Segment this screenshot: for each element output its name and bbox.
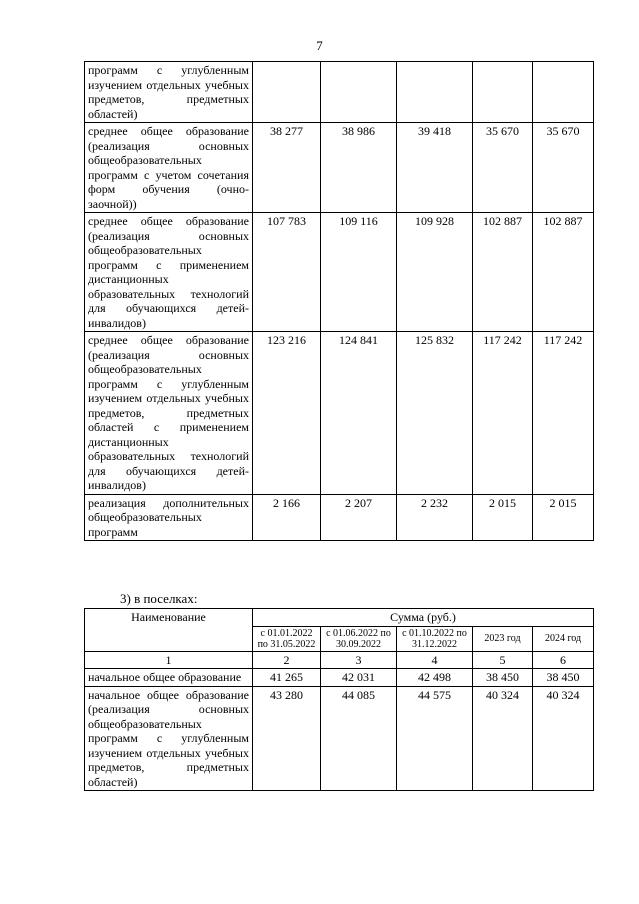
value-cell: 117 242 bbox=[473, 332, 533, 495]
value-cell: 38 450 bbox=[473, 669, 533, 687]
table-row bbox=[85, 494, 594, 541]
table-row bbox=[85, 213, 594, 332]
row-name: программ с углубленным изучением отдельных учебных предметов, предметных областей) bbox=[85, 62, 253, 123]
value-cell bbox=[473, 62, 533, 123]
period-header: с 01.06.2022 по 30.09.2022 bbox=[321, 626, 397, 651]
table-row bbox=[85, 332, 594, 495]
value-cell: 41 265 bbox=[253, 669, 321, 687]
value-cell: 117 242 bbox=[533, 332, 594, 495]
value-cell: 109 116 bbox=[321, 213, 397, 332]
tariff-table-settlements bbox=[84, 608, 594, 791]
table-row bbox=[85, 62, 594, 123]
period-header: 2024 год bbox=[533, 626, 594, 651]
table-row bbox=[85, 669, 594, 687]
value-cell: 124 841 bbox=[321, 332, 397, 495]
column-number: 2 bbox=[253, 651, 321, 669]
value-cell bbox=[253, 62, 321, 123]
column-number: 6 bbox=[533, 651, 594, 669]
column-number: 3 bbox=[321, 651, 397, 669]
value-cell: 35 670 bbox=[533, 123, 594, 213]
value-cell: 35 670 bbox=[473, 123, 533, 213]
value-cell: 125 832 bbox=[397, 332, 473, 495]
header-row bbox=[85, 609, 594, 627]
section-heading-settlements: 3) в поселках: bbox=[120, 591, 198, 606]
value-cell bbox=[321, 62, 397, 123]
value-cell: 42 498 bbox=[397, 669, 473, 687]
table-row bbox=[85, 123, 594, 213]
value-cell: 44 575 bbox=[397, 686, 473, 791]
value-cell: 40 324 bbox=[473, 686, 533, 791]
value-cell: 102 887 bbox=[533, 213, 594, 332]
tariff-table-continued bbox=[84, 61, 594, 541]
value-cell: 2 015 bbox=[533, 494, 594, 541]
value-cell: 107 783 bbox=[253, 213, 321, 332]
column-number-row bbox=[85, 651, 594, 669]
row-name: среднее общее образование (реализация основных общеобразовательных программ с углубленным изучением отдельных учебных предметов, предметных областей с применением дистанционных образовательных технологий для обучающихся детей-инвалидов) bbox=[85, 332, 253, 495]
value-cell: 40 324 bbox=[533, 686, 594, 791]
header-sum: Сумма (руб.) bbox=[253, 609, 594, 627]
value-cell: 2 015 bbox=[473, 494, 533, 541]
period-header: с 01.10.2022 по 31.12.2022 bbox=[397, 626, 473, 651]
value-cell: 2 166 bbox=[253, 494, 321, 541]
value-cell: 43 280 bbox=[253, 686, 321, 791]
value-cell: 2 232 bbox=[397, 494, 473, 541]
value-cell: 38 450 bbox=[533, 669, 594, 687]
row-name: начальное общее образование (реализация основных общеобразовательных программ с углубленным изучением отдельных учебных предметов, предметных областей) bbox=[85, 686, 253, 791]
table-row bbox=[85, 686, 594, 791]
value-cell bbox=[533, 62, 594, 123]
column-number: 5 bbox=[473, 651, 533, 669]
row-name: среднее общее образование (реализация основных общеобразовательных программ с учетом сочетания форм обучения (очно-заочной)) bbox=[85, 123, 253, 213]
value-cell bbox=[397, 62, 473, 123]
value-cell: 123 216 bbox=[253, 332, 321, 495]
page-number: 7 bbox=[316, 38, 323, 53]
value-cell: 109 928 bbox=[397, 213, 473, 332]
row-name: начальное общее образование bbox=[85, 669, 253, 687]
header-name: Наименование bbox=[85, 609, 253, 652]
value-cell: 38 986 bbox=[321, 123, 397, 213]
row-name: реализация дополнительных общеобразовательных программ bbox=[85, 494, 253, 541]
value-cell: 102 887 bbox=[473, 213, 533, 332]
period-header: 2023 год bbox=[473, 626, 533, 651]
value-cell: 2 207 bbox=[321, 494, 397, 541]
value-cell: 44 085 bbox=[321, 686, 397, 791]
column-number: 4 bbox=[397, 651, 473, 669]
value-cell: 39 418 bbox=[397, 123, 473, 213]
column-number: 1 bbox=[85, 651, 253, 669]
value-cell: 38 277 bbox=[253, 123, 321, 213]
row-name: среднее общее образование (реализация основных общеобразовательных программ с применением дистанционных образовательных технологий для обучающихся детей-инвалидов) bbox=[85, 213, 253, 332]
period-header: с 01.01.2022 по 31.05.2022 bbox=[253, 626, 321, 651]
value-cell: 42 031 bbox=[321, 669, 397, 687]
